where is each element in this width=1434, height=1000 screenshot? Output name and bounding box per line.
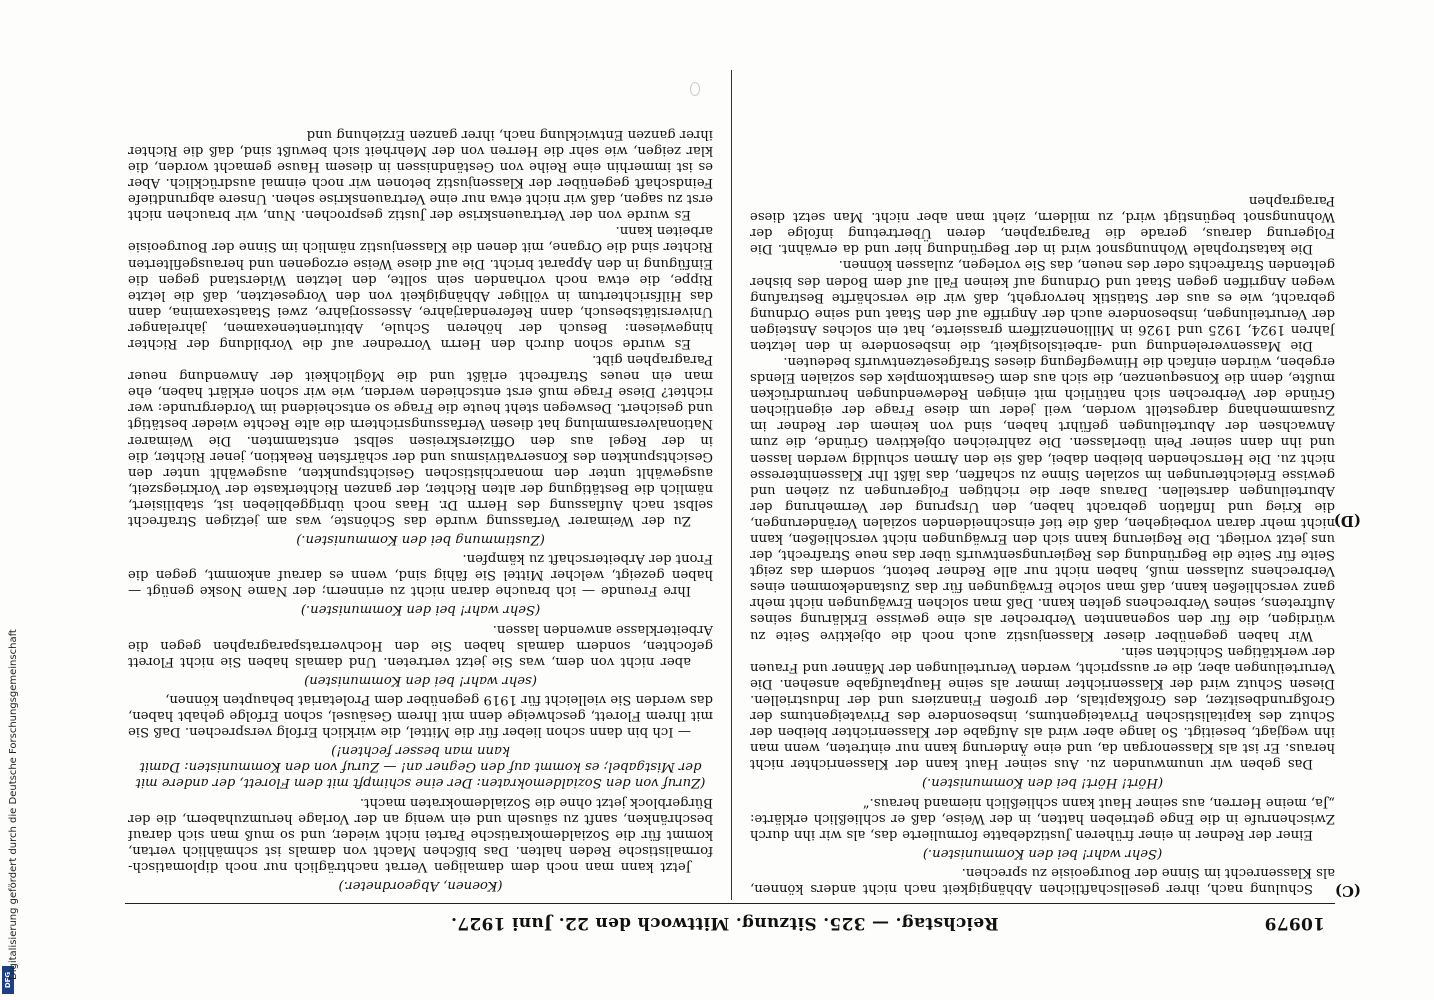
paragraph: Das geben wir unumwunden zu. Aus seiner Haut kann der Klassenrichter nicht heraus. Er ist als Klassenorgan da, und eine Änderung kann nur eintreten, wenn man ihn wegjagt, beseitigt. So lange aber wird als Aufgabe der Klassenrichter bleiben der Schutz des kapitalistischen Privateigentums, insbesondere des Privateigentums der Großgrundbesitzer, des Großkapitals, der großen Finanziers und der Industriellen. Diesen Schutz wird der Klassenrichter immer als seine Hauptaufgabe ansehen. Die Verurteilungen aber, die er ausspricht, werden Verurteilungen der Männer und Frauen der werktätigen Schichten sein. (750, 643, 1335, 772)
page-header (135, 906, 1325, 940)
margin-mark-d: (D) (1333, 512, 1361, 530)
header-rule (125, 903, 1335, 904)
paragraph: Zu der Weimarer Verfassung wurde das Schönste, was am jetzigen Strafrecht selbst nach Auflassung des Herrn Dr. Haas noch übriggeblieben ist, stabilisiert, nämlich die Bestätigung der alten Richter, der ganzen Richterkaste der Vorkriegszeit, ausgewählt unter den monarchistischen Gesichtspunkten, ausgewählt unter den Gesichtspunkten des Konservativismus und der schärfsten Reaktion, jener Richter, die in der Regel aus den Offizierskreisen selbst entstammten. Die Weimarer Nationalversammlung hat diesen Verfassungsrichtern die alte Rechte wieder bestätigt und gesichert. Deswegen steht heute die Frage so entscheidend im Vordergrunde: wer richtet? Diese Frage muß erst entschieden werden, wie wir schon erklärt haben, ehe man ein neues Strafrecht erläßt und die Möglichkeit der Anwendung neuer Paragraphen gibt. (128, 352, 713, 529)
paragraph: (Koenen, Abgeordneter.) (338, 878, 503, 893)
page-number: 10979 (1264, 913, 1325, 933)
paragraph: Jetzt kann man noch dem damaligen Verrat nachträglich nur noch diplomatisch-formalistische Reden halten. Das bißchen Macht von damals ist schmählich vertan, kommt für die Sozialdemokratische Partei nicht wieder, und so muß man sich darauf beschränken, sanft zu säuseln und ein wenig an der Vorlage herumzuhabern, die der Bürgerblock jetzt ohne die Sozialdemokraten macht. (128, 794, 713, 874)
paragraph: (sehr wahr! bei den Kommunisten) (304, 672, 537, 688)
paragraph: Die Massenverelendung und -arbeitslosigkeit, die insbesondere in den letzten Jahren 1924, 1925 und 1926 in Millionenziffern grassierte, hat ein solches Ansteigen der Verurteilungen, insbesondere auch der Angriffe auf den Staat und seine Ordnung gebracht, wie es aus der Statistik hervorgeht, daß wir die verschärfte Bestrafung wegen Angriffen gegen Staat und Ordnung auf keinen Fall auf dem Boden des bisher geltenden Strafrechts oder des neuen, das Sie vorlegen, zulassen können. (750, 257, 1335, 353)
right-column (128, 76, 713, 896)
paragraph: (Zustimmung bei den Kommunisten.) (296, 532, 545, 548)
paragraph: Schulung nach, ihrer gesellschaftlichen Abhängigkeit nach nicht anders können, als Klassenrecht im Sinne der Bourgeoisie zu sprechen. (750, 864, 1335, 896)
paragraph: — Ich bin dann schon lieber für die Mittel, die wirklich Erfolg versprechen. Daß Sie mit Ihrem Florett, geschweige denn mit Ihrem Gesäusel, schon Erfolge gehabt haben, das werden Sie vielleicht für 1919 gegenüber dem Proletariat behaupten können, (128, 691, 713, 740)
paragraph: (Sehr wahr! bei den Kommunisten.) (922, 845, 1163, 861)
paragraph: Die katastrophale Wohnungsnot wird in der Begründung hier und da erwähnt. Die Folgerung daraus, gerade die Paragraphen, deren Übertretung infolge der Wohnungsnot begünstigt wird, zu mildern, zieht man aber nicht. Man setzt diese Paragraphen (750, 193, 1335, 257)
left-column (750, 76, 1335, 896)
paragraph: Es wurde von der Vertrauenskrise der Justiz gesprochen. Nun, wir brauchen nicht erst zu sagen, daß wir nicht etwa nur eine Vertrauenskrise sehen. Unsere abgrundtiefe Feindschaft gegenüber der Klassenjustiz betonen wir noch einmal ausdrücklich. Aber es ist immerhin eine Reihe von Geständnissen in diesem Hause gemacht worden, die klar zeigen, wie sehr die Herren von der Mehrheit sich bewußt sind, daß die Richter ihrer ganzen Entwicklung nach, ihrer ganzen Erziehung und (128, 126, 713, 223)
paragraph: (Hört! Hört! bei den Kommunisten.) (921, 775, 1164, 791)
header-title: Reichstag. — 325. Sitzung. Mittwoch den 22. Juni 1927. (450, 913, 999, 933)
paragraph: Ihre Freunde — ich brauche daran nicht zu erinnern; der Name Noske genügt — haben gezeigt, welcher Mittel Sie fähig sind, wenn es darauf ankommt, gegen die Front der Arbeiterschaft zu kämpfen. (128, 551, 713, 599)
dfg-logo-text: DFG (4, 971, 12, 989)
paragraph: Wir haben gegenüber dieser Klassenjustiz auch noch die objektive Seite zu würdigen, die für den sogenannten Verbrecher als eine gewisse Erklärung seines Auftretens, seines Verbrechens gelten kann. Daß man solchen Erwägungen nicht mehr ganz verschließen kann, daß man solche Erwägungen für das Zustandekommen eines Verbrechens zulassen muß, haben nicht nur alle Redner betont, sondern das zeigt Seite für Seite die Begründung des Regierungsentwurfs über das neue Strafrecht, der uns jetzt vorliegt. Die Regierung kann sich den Erwägungen nicht verschließen, kann nicht mehr daran vorbeigehen, daß die tief einschneidenden sozialen Veränderungen, die Krieg und Inflation gebracht haben, den Ursprung der Vermehrung der Aburteilungen darstellen. Daraus aber die richtigen Folgerungen zu ziehen und gewisse Erleichterungen im sozialen Sinne zu schaffen, das läßt Ihr Klasseninteresse nicht zu. Die Herrschenden bleiben dabei, daß sie den Armen schuldig werden lassen und ihn dann seiner Pein überlassen. Die zahlreichen objektiven Gründe, die zum Anwachsen der Aburteilungen geführt haben, sind von keinem der Redner im Zusammenhang dargestellt worden, weil jeder um diese Frage der eigentlichen Gründe der Verbrechen sich natürlich mit einigen Redewendungen herumdrücken mußte, denn die Konsequenzen, die sich aus dem Gesamtkomplex des sozialen Elends ergeben, würden einfach die Hinwegfegung dieses Strafgesetzentwurfs bedeuten. (750, 354, 1335, 643)
column-divider (731, 70, 732, 900)
paragraph: Es wurde schon durch den Herrn Vorredner auf die Vorbildung der Richter hingewiesen: Besuch der höheren Schule, Abiturientenexamen, jahrelanger Universitätsbesuch, dann Referendarjahre, Assessorjahre, zwei Staatsexamina, dann das Hilfsrichtertum in völliger Abhängigkeit von den Vorgesetzten, daß die letzte Rippe, die etwa noch vorhanden sein sollte, den letzten Widerstand gegen die Einfügung in den Apparat bricht. Die auf diese Weise erzogenen und herausgefilterten Richter sind die Organe, mit denen die Klassenjustiz nämlich im Sinne der Bourgeoisie arbeiten kann. (128, 223, 713, 351)
paragraph: (Sehr wahr! bei den Kommunisten.) (300, 602, 541, 618)
paragraph: (Zuruf von den Sozialdemokraten: Der eine schimpft mit dem Florett, der andere mit der Mistgabel; es kommt auf den Gegner an! — Zuruf von den Kommunisten: Damit kann man besser fechten!) (135, 743, 706, 791)
paragraph: Einer der Redner in einer früheren Justizdebatte formulierte das, als wir ihn durch Zwischenrufe in die Enge getrieben hatten, in der Weise, daß er schließlich erklärte: „Ja, meine Herren, aus seiner Haut kann schließlich niemand heraus.“ (750, 794, 1335, 842)
rotated-document-page (95, 60, 1365, 940)
margin-mark-c: (C) (1334, 882, 1361, 900)
paragraph: aber nicht von dem, was Sie jetzt vertreten. Und damals haben Sie nicht Florett gefochten, sondern damals haben Sie den Hochverratsparagraphen gegen die Arbeiterklasse anwenden lassen. (128, 621, 713, 669)
digitization-credit: Digitalisierung gefördert durch die Deutsche Forschungsgemeinschaft (8, 629, 19, 980)
